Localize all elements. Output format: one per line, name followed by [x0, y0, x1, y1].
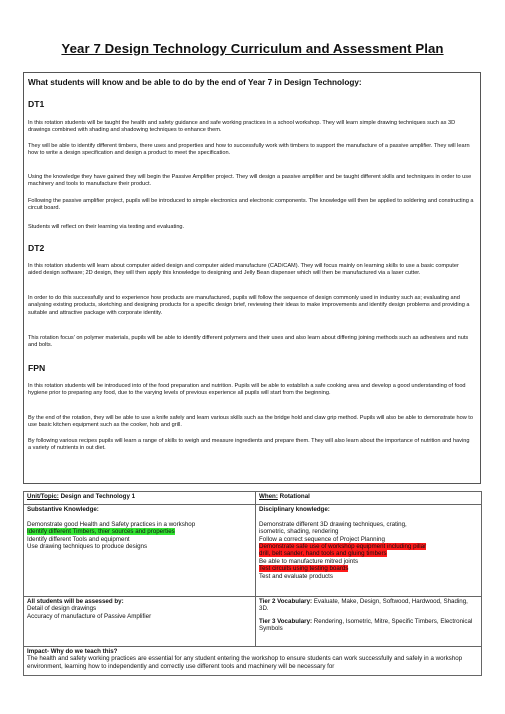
substantive-item-highlighted: Identify different Timbers, thier sources and properties: [27, 528, 175, 536]
disciplinary-item-highlighted: Test circuits using testing boards: [259, 565, 349, 573]
unit-topic-label: Unit/Topic:: [27, 493, 59, 500]
tier3-label: Tier 3 Vocabulary:: [259, 617, 313, 625]
fpn-paragraph: By the end of the rotation, they will be able to use a knife safely and learn various skills such as the bridge hold and claw grip method. Pupils will also be able to demonstrate how to use basic kitchen equipment such as the cooker, hob and grill.: [28, 415, 473, 429]
page-title: Year 7 Design Technology Curriculum and Assessment Plan: [61, 41, 444, 56]
dt1-paragraph: Following the passive amplifier project, pupils will be introduced to simple electronics and electronic components. The knowledge will then be applied to soldering and constructing a circuit board.: [28, 198, 474, 212]
disciplinary-knowledge-cell: [256, 505, 482, 597]
tier2-label: Tier 2 Vocabulary:: [259, 598, 313, 605]
dt2-paragraph: This rotation focus' on polymer materials, pupils will be able to identify different polymers and their uses and also learn about differing joining methods such as adhesives and nuts and bolts.: [28, 335, 469, 349]
dt2-paragraph: In this rotation students will learn about computer aided design and computer aided manufacture (CAD/CAM). They will focus mainly on learning skills to use a basic computer aided design software; 2D design, they will then apply this knowledge to designing and Jelly Bean dispenser which will then be manufactured via a laser cutter.: [28, 263, 459, 277]
fpn-heading: FPN: [28, 363, 46, 373]
impact-title: Impact- Why do we teach this?: [27, 648, 118, 655]
assessed-title: All students will be assessed by:: [27, 598, 124, 605]
disciplinary-item: Follow a correct sequence of Project Planning: [259, 535, 385, 543]
disciplinary-item: Be able to manufacture mitred joints: [259, 557, 359, 565]
tier2-text: Evaluate, Make, Design, Softwood, Hardwood, Shading, 3D.: [259, 598, 468, 613]
disciplinary-title: Disciplinary knowledge:: [259, 506, 330, 513]
dt1-paragraph: In this rotation students will be taught the health and safety guidance and safe working practices in a school workshop. They will learn simple drawing techniques such as 3D drawings combined with shading and shadowing techniques to enhance them.: [28, 120, 456, 134]
unit-topic-value: Design and Technology 1: [58, 493, 136, 500]
when-value: Rotational: [277, 493, 310, 500]
impact-cell: [24, 647, 482, 676]
curriculum-plan-table: [23, 491, 482, 676]
substantive-title: Substantive Knowledge:: [27, 506, 99, 513]
knowledge-row: [24, 505, 482, 597]
unit-topic-cell: [24, 492, 256, 505]
topic-row: [24, 492, 482, 505]
substantive-item: Identify different Tools and equipment: [27, 535, 130, 543]
dt1-heading: DT1: [28, 99, 45, 109]
impact-text: The health and safety working practices are essential for any student entering the workshop to ensure students can work successfully and safely in a workshop environment, learning how to independently and correctly use different tools and machinery will be necessary for: [27, 655, 463, 670]
overview-lead: What students will know and be able to do by the end of Year 7 in Design Technology:: [28, 78, 362, 87]
substantive-item: Demonstrate good Health and Safety practices in a workshop: [27, 520, 196, 528]
disciplinary-item-highlighted: drill, belt sander, hand tools and gluing timbers: [259, 550, 387, 558]
dt1-paragraph: Using the knowledge they have gained they will begin the Passive Amplifier project. They will design a passive amplifier and be taught different skills and techniques in order to use machinery and tools to manufacture their product.: [28, 174, 472, 188]
assessment-row: [24, 597, 482, 647]
fpn-paragraph: In this rotation students will be introduced into of the food preparation and nutrition. Pupils will be able to establish a safe cooking area and develop a good understanding of food hygiene prior to preparing any food, due to the varying levels of previous experience all pupils will start from the beginning.: [28, 383, 466, 397]
impact-row: [24, 647, 482, 676]
year-overview-section: [23, 72, 481, 484]
dt1-paragraph: They will be able to identify different timbers, there uses and properties and how to successfully work with timbers to support the manufacture of a passive amplifier. They will learn how to write a design specification and design a product to meet the specification.: [28, 143, 470, 157]
assessed-item: Detail of design drawings: [27, 605, 97, 613]
dt2-paragraph: In order to do this successfully and to experience how products are manufactured, pupils will follow the sequence of design commonly used in industry such as; evaluating and analysing existing products, sketching and designing products for a specific design brief, reviewing their ideas to make improvements and identify design problems and providing a suitable and attractive package with corporate identity.: [28, 295, 470, 316]
vocabulary-cell: [256, 597, 482, 647]
when-cell: [256, 492, 482, 505]
tier3-text: Rendering, Isometric, Mitre, Specific Timbers, Electronical Symbols: [259, 617, 473, 633]
disciplinary-item: Test and evaluate products: [259, 572, 333, 580]
dt1-paragraph: Students will reflect on their learning via testing and evaluating.: [28, 224, 185, 230]
when-label: When:: [259, 493, 278, 500]
disciplinary-item-highlighted: Demonstrate safe use of workshop equipment including pillar: [259, 543, 427, 551]
tier3-vocabulary: [259, 618, 478, 633]
disciplinary-item: Demonstrate different 3D drawing techniques, crating,: [259, 520, 407, 528]
assessed-item: Accuracy of manufacture of Passive Amplifier: [27, 612, 152, 620]
substantive-item: Use drawing techniques to produce designs: [27, 543, 148, 551]
disciplinary-item: isometric, shading, rendering: [259, 528, 339, 536]
tier2-vocabulary: [259, 598, 478, 613]
fpn-paragraph: By following various recipes pupils will learn a range of skills to weigh and measure ingredients and prepare them. They will also learn about the importance of nutrition and having a variety of nutrients in out diet.: [28, 438, 470, 452]
dt2-heading: DT2: [28, 243, 45, 253]
assessment-cell: [24, 597, 256, 647]
substantive-knowledge-cell: [24, 505, 256, 597]
